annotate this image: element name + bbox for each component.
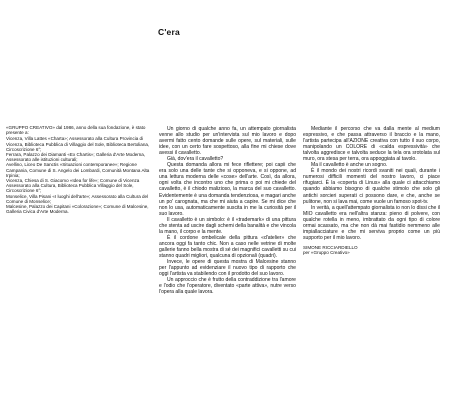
venue-item: Ferrara, Palazzo dei Diamanti «Ex Chartis»; Galleria d'Arte Moderna, Assessorato alle istituzioni culturali; [6, 152, 146, 163]
paragraph: Un approccio che è frutto della contraddizione tra l'amore e l'odio che l'operatore, diventato «parte attiva», nutre verso l'opera alla quale lavora. [159, 277, 296, 296]
venues-list [6, 125, 151, 214]
body-column-middle [159, 126, 296, 295]
paragraph: Già, dov'era il cavalletto? [167, 156, 224, 163]
venue-item: Malcesine, Palazzo dei Capitani «Colorazione»; Comune di Malcesine, Galleria Civica d'Arte Moderna. [6, 204, 149, 215]
signature-role: per «Gruppo Creativo» [303, 250, 350, 256]
signature-name: SIMONE RICCIARDIELLO [303, 244, 358, 250]
body-column-right [303, 126, 440, 256]
venue-item: Monselice, Villa Pisani «I luoghi dell'arte»; Assessorato alla Cultura del Comune di Monselice; [6, 193, 149, 204]
paragraph: È il cordone ombelicale della pittura «d'atelier» che ancora oggi fa tanto chic. Non a caso nelle vetrine di molte gallerie fanno bella mostra di sé dei magnifici cavalletti su cui stanno quadri migliori, qualcuna di opzionali (quadri). [159, 234, 296, 259]
page-title: C'era [158, 27, 180, 37]
paragraph: In verità, a quell'attempato giornalista io non lo dissi che il MIO cavalletto era nell'altra stanza: pieno di polvere, con qualche rotella in meno, imbrattato da ogni tipo di colore ormai scassato, ma che non dà mai fastidio nemmeno alle impiallacciature e che mi serviva proprio come un più supporto per il mio lavoro. [303, 204, 440, 241]
paragraph: Invece, le opere di questa mostra di Malcesine stanno per l'appunto ad evidenziare il nuovo tipo di rapporto che oggi l'artista va stabilendo con il prodotto del suo lavoro. [159, 259, 296, 278]
venue-item: Vicenza, Chiesa di S. Giacomo «Idea for life»; Comune di Vicenza Assessorato alla Cultura, Biblioteca Pubblica Villaggio del Sole, Circoscrizione 6°; [6, 178, 140, 194]
paragraph: Ma il cavalletto è anche un sogno. [311, 162, 388, 169]
paragraph: Questa domanda allora mi fece riflettere; poi capii che era solo una delle tante che si opponeva, e si oppone, ad una lettura moderna delle «cose» dell'arte. Così, da allora, ogni volta che incontro uno che prima o poi mi chiede del cavalletto, è il chiodo malizioso, la marca del suo cavalletto. Evidentemente è una domanda tendenziosa, e magari anche un po' carognata, ma che mi aiuta a capire. Se mi dice che non lo usa, automaticamente suscita in me la curiosità per il suo lavoro. [159, 162, 296, 217]
paragraph: Il cavalletto è un simbolo: è il «trademark» di una pittura che stenta ad uscire dagli schemi della banalità e che vincola la mano, il corpo e la mente. [159, 216, 296, 235]
paragraph: È il mondo dei nostri ricordi svaniti nei quali, durante i numerosi difficili momenti del nostro lavoro, ci piace rifugiarci. È la «coperta di Linus» alla quale ci attacchiamo quando abbiamo bisogno di qualche stimolo che solo gli antichi sorcieri superati ci possono dare, e che, anche se pulitone, non si lava mai, come vuole un famoso spot-tv. [303, 168, 440, 205]
paragraph: Mediante il percorso che va dalla mente al medium espressivo, e che passa attraverso il braccio e la mano, l'artista partecipa all'AZIONE creativa con tutto il suo corpo, manipolando un COLORE di «calda espressività» che talvolta aggredisce e talvolta seduce la tela ora srotolata sul muro, ora stesa per terra, ora appoggiata al tavolo. [303, 126, 440, 163]
venue-item: Vicenza, Villa Lattes «Charta»; Assessorato alla Cultura Provincia di Vicenza, Biblioteca Pubblica di Villaggio del Sole, Biblioteca Bertoliana, Circoscrizione 6°; [6, 136, 150, 152]
paragraph: Un giorno di qualche anno fa, un attempato giornalista venne allo studio per un'intervista sul mio lavoro e dopo avermi fatto cento domande sulle opere, sul materiali, sulle idee, con un certo fare sospettoso, alla fine mi chiese dove avessi il cavalletto. [159, 126, 296, 157]
venue-item: Avellino, Liceo De Sanctis «Situazioni contemporanee»; Regione Campania, Comune di S. Angelo dei Lombardi, Comunità Montana Alta Irpinia; [6, 162, 150, 178]
venues-intro: «GRUPPO CREATIVO» dal 1986, anno della sua fondazione, è stato presente a: [6, 125, 146, 136]
signature-block [303, 245, 440, 256]
